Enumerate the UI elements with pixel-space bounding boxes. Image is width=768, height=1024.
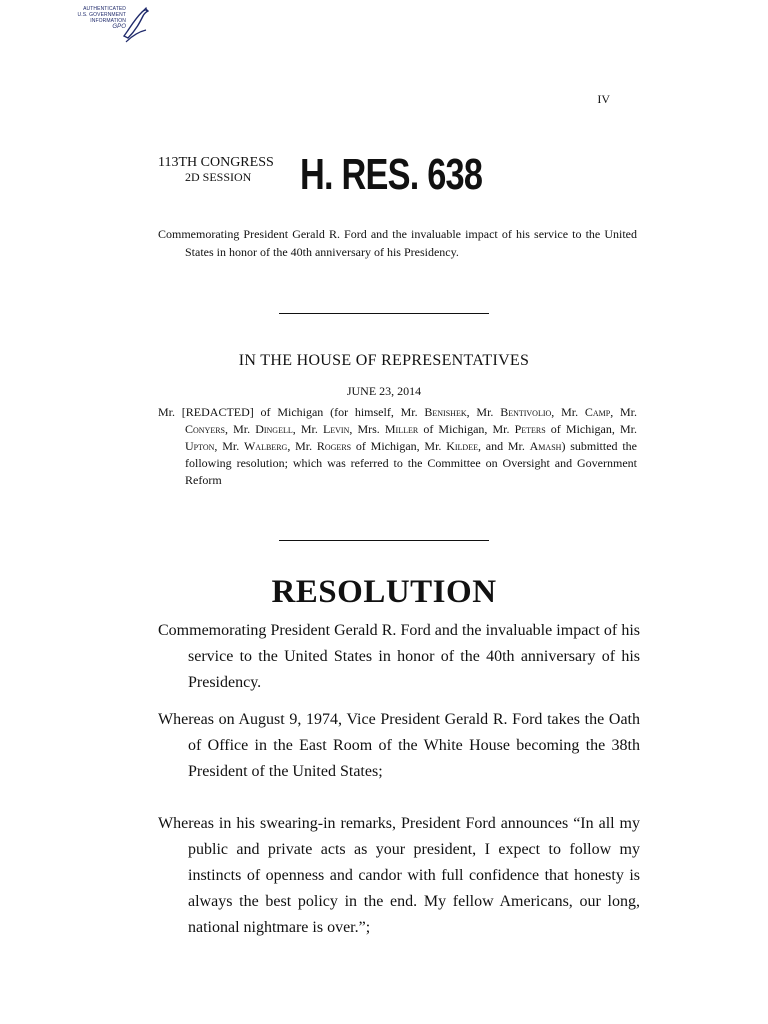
resolution-heading: RESOLUTION: [271, 574, 497, 610]
sponsor-name: Camp: [584, 405, 611, 419]
action-date: JUNE 23, 2014: [346, 384, 422, 398]
house-heading: IN THE HOUSE OF REPRESENTATIVES: [238, 352, 530, 369]
sponsor-name: Dingell: [255, 422, 293, 436]
divider: [279, 313, 489, 314]
whereas-clause: Whereas in his swearing-in remarks, President Ford announces “In all my public and private acts as your president, I expect to follow my instincts of openness and candor with full confidence that honesty is always the best policy in the end. My fellow Americans, our long, national nightmare is over.”;: [158, 815, 640, 936]
sponsor-text: of Michigan, Mr.: [418, 422, 515, 436]
divider: [279, 540, 489, 541]
sponsor-text: , Mr.: [551, 405, 585, 419]
sponsor-name: Benishek: [424, 405, 467, 419]
sponsor-text: Mr.: [158, 405, 182, 419]
sponsor-text: , and Mr.: [477, 439, 530, 453]
congress-session-block: [158, 155, 274, 185]
sponsor-name: Peters: [514, 422, 546, 436]
sponsor-name: Bentivolio: [500, 405, 552, 419]
page-number: IV: [597, 92, 610, 106]
short-title: Commemorating President Gerald R. Ford and the invaluable impact of his service to the United States in honor of the 40th anniversary of his Presidency.: [158, 227, 637, 259]
eagle-icon: [120, 6, 150, 46]
sponsor-text: of Michigan, Mr.: [545, 422, 637, 436]
congress-label: 113TH CONGRESS: [158, 155, 274, 170]
gpo-logo-text: [62, 6, 126, 30]
sponsor-text: , Mr.: [225, 422, 256, 436]
gpo-logo-line: AUTHENTICATED: [83, 6, 126, 12]
sponsor-text: of Michigan (for himself, Mr.: [253, 405, 425, 419]
session-label: 2D SESSION: [185, 170, 252, 184]
resolution-title: Commemorating President Gerald R. Ford and the invaluable impact of his service to the United States in honor of the 40th anniversary of his Presidency.: [158, 622, 640, 691]
sponsor-name: Miller: [384, 422, 419, 436]
gpo-logo-mark: GPO: [112, 24, 126, 30]
sponsor-name: Rogers: [316, 439, 352, 453]
sponsor-name: Amash: [529, 439, 562, 453]
gpo-logo-line: U.S. GOVERNMENT: [77, 12, 126, 18]
gpo-logo-line: INFORMATION: [90, 18, 126, 24]
sponsor-text: , Mr.: [610, 405, 637, 419]
sponsor-text: , Mrs.: [349, 422, 385, 436]
sponsor-text: , Mr.: [287, 439, 317, 453]
sponsor-name: Conyers: [185, 422, 226, 436]
whereas-clause: Whereas on August 9, 1974, Vice President Gerald R. Ford takes the Oath of Office in the East Room of the White House becoming the 38th President of the United States;: [158, 711, 640, 780]
bill-number: H. RES. 638: [300, 150, 483, 199]
sponsor-text: , Mr.: [214, 439, 244, 453]
sponsor-name: Upton: [185, 439, 215, 453]
gpo-authentication-logo: [62, 6, 146, 46]
sponsor-text: , Mr.: [466, 405, 501, 419]
sponsor-name: Walberg: [243, 439, 288, 453]
sponsor-name: [REDACTED]: [181, 405, 254, 419]
sponsor-name: Kildee: [446, 439, 478, 453]
sponsor-name: Levin: [322, 422, 350, 436]
sponsor-statement: [158, 404, 637, 489]
sponsor-text: of Michigan, Mr.: [351, 439, 447, 453]
sponsor-text: , Mr.: [292, 422, 323, 436]
sponsor-text: ) submitted the following resolution; which was referred to the Committee on Oversight and Government Reform: [185, 439, 637, 487]
